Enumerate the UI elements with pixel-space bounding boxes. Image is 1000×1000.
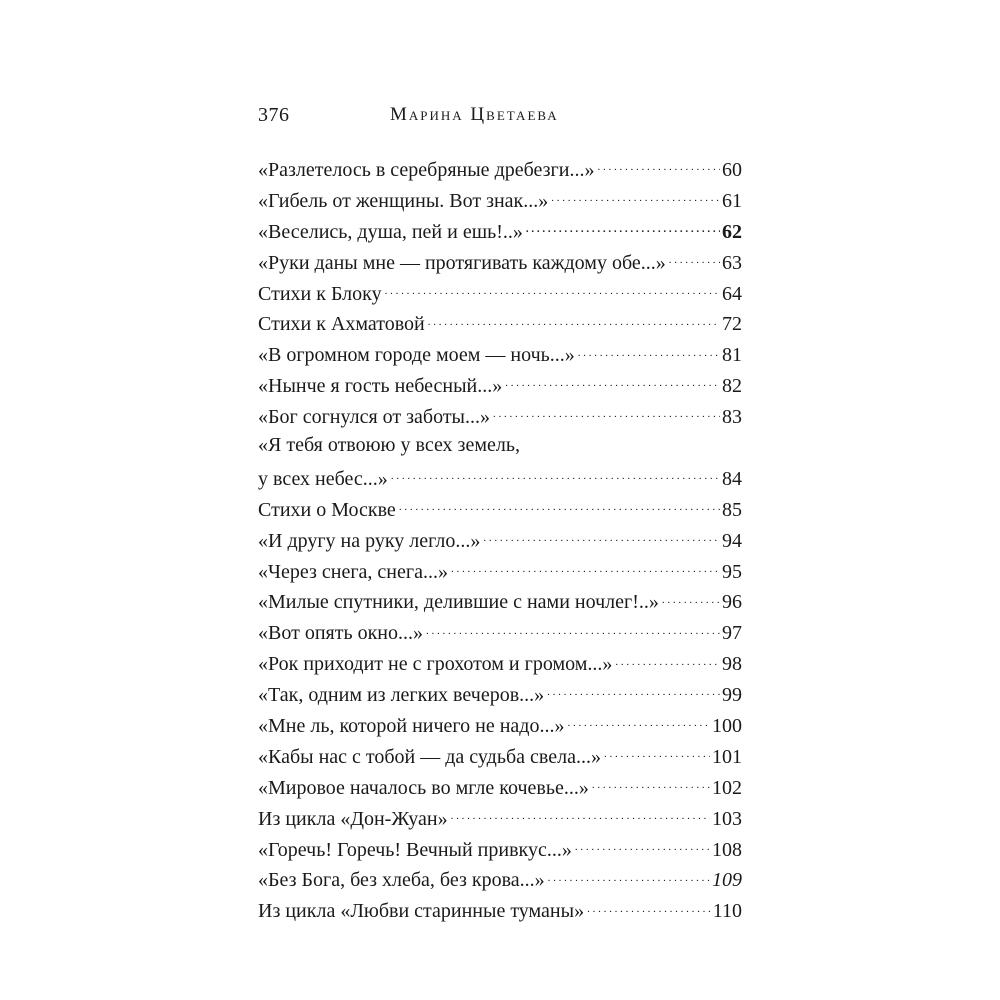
toc-entry-title: Стихи о Москве — [258, 498, 396, 521]
toc-entry-page: 81 — [722, 344, 742, 367]
dot-leader — [597, 152, 720, 176]
toc-entry — [258, 183, 742, 214]
toc-entry-page: 100 — [712, 715, 742, 738]
dot-leader — [662, 584, 720, 608]
toc-entry-title: «Без Бога, без хлеба, без крова...» — [258, 869, 545, 892]
toc-entry-page: 85 — [722, 498, 742, 521]
toc-entry — [258, 430, 742, 492]
toc-entry-page: 72 — [722, 313, 742, 336]
toc-entry-title: «Горечь! Горечь! Вечный привкус...» — [258, 838, 572, 861]
toc-entry-page: 95 — [722, 560, 742, 583]
dot-leader — [592, 770, 710, 794]
dot-leader — [604, 739, 710, 763]
toc-entry — [258, 615, 742, 646]
toc-entry — [258, 152, 742, 183]
dot-leader — [575, 832, 710, 856]
toc-entry — [258, 368, 742, 399]
toc-entry-page: 96 — [722, 591, 742, 614]
toc-entry-page: 94 — [722, 529, 742, 552]
running-head — [258, 104, 742, 134]
toc-entry — [258, 276, 742, 307]
toc-entry — [258, 862, 742, 893]
toc-entry-page: 62 — [722, 220, 742, 243]
dot-leader — [547, 677, 720, 701]
dot-leader — [567, 708, 710, 732]
toc-entry-title: Из цикла «Любви старинные туманы» — [258, 900, 585, 923]
toc-entry-title: «Гибель от женщины. Вот знак...» — [258, 189, 549, 212]
toc-entry-title: «Так, одним из легких вечеров...» — [258, 684, 545, 707]
toc-entry — [258, 523, 742, 554]
toc-entry-title: «Мне ль, которой ничего не надо...» — [258, 715, 565, 738]
toc-entry-page: 83 — [722, 406, 742, 429]
toc-entry-page: 84 — [722, 467, 742, 490]
dot-leader — [451, 801, 710, 825]
toc-entry-page: 109 — [712, 869, 742, 892]
page-number: 376 — [258, 104, 290, 126]
toc-entry-page: 63 — [722, 251, 742, 274]
dot-leader — [399, 492, 720, 516]
toc-entry — [258, 554, 742, 585]
dot-leader — [548, 862, 710, 886]
toc-entry-page: 101 — [712, 745, 742, 768]
dot-leader — [451, 554, 720, 578]
toc-entry — [258, 337, 742, 368]
dot-leader — [426, 615, 720, 639]
dot-leader — [391, 461, 720, 485]
toc-entry-page: 97 — [722, 622, 742, 645]
toc-entry-title: «Рок приходит не с грохотом и громом...» — [258, 653, 613, 676]
dot-leader — [587, 893, 711, 917]
toc-entry-page: 82 — [722, 375, 742, 398]
toc-entry-title-line1: «Я тебя отвоюю у всех земель, — [258, 434, 520, 457]
toc-entry-page: 61 — [722, 189, 742, 212]
table-of-contents — [258, 152, 742, 924]
toc-entry-title: «Нынче я гость небесный...» — [258, 375, 503, 398]
dot-leader — [669, 245, 720, 269]
dot-leader — [483, 523, 720, 547]
toc-entry — [258, 584, 742, 615]
toc-entry-title: «Кабы нас с тобой — да судьба свела...» — [258, 745, 601, 768]
toc-entry-page: 108 — [712, 838, 742, 861]
toc-entry-title: «Веселись, душа, пей и ешь!..» — [258, 220, 523, 243]
toc-entry — [258, 214, 742, 245]
toc-entry — [258, 832, 742, 863]
toc-entry-title: «Через снега, снега...» — [258, 560, 448, 583]
toc-entry-page: 99 — [722, 684, 742, 707]
toc-entry — [258, 739, 742, 770]
dot-leader — [551, 183, 720, 207]
toc-entry — [258, 708, 742, 739]
toc-entry-page: 103 — [712, 807, 742, 830]
toc-entry — [258, 399, 742, 430]
toc-entry-page: 60 — [722, 159, 742, 181]
dot-leader — [493, 399, 720, 423]
toc-entry-page: 110 — [712, 900, 742, 923]
toc-entry-title: «Бог согнулся от заботы...» — [258, 406, 490, 429]
dot-leader — [428, 306, 720, 330]
toc-entry — [258, 646, 742, 677]
toc-entry-title: «Разлетелось в серебряные дребезги...» — [258, 159, 595, 181]
toc-entry — [258, 306, 742, 337]
toc-entry — [258, 245, 742, 276]
toc-entry-page: 98 — [722, 653, 742, 676]
dot-leader — [578, 337, 720, 361]
dot-leader — [615, 646, 720, 670]
toc-entry-title: «Милые спутники, делившие с нами ночлег!..» — [258, 591, 659, 614]
toc-entry-title: «Мировое началось во мгле кочевье...» — [258, 776, 589, 799]
toc-entry — [258, 893, 742, 924]
dot-leader — [505, 368, 720, 392]
toc-entry-title: Стихи к Блоку — [258, 282, 382, 305]
toc-entry-page: 102 — [712, 776, 742, 799]
toc-entry-title: Стихи к Ахматовой — [258, 313, 425, 336]
toc-entry — [258, 677, 742, 708]
toc-entry-title: «В огромном городе моем — ночь...» — [258, 344, 575, 367]
author-name: Марина Цветаева — [390, 104, 559, 125]
dot-leader — [526, 214, 720, 238]
toc-entry-title: Из цикла «Дон-Жуан» — [258, 807, 448, 830]
toc-entry-title: «Вот опять окно...» — [258, 622, 423, 645]
toc-entry-title: у всех небес...» — [258, 467, 388, 490]
dot-leader — [385, 276, 720, 300]
toc-entry — [258, 801, 742, 832]
toc-entry-page: 64 — [722, 282, 742, 305]
toc-entry-title: «И другу на руку легло...» — [258, 529, 481, 552]
toc-entry — [258, 492, 742, 523]
toc-entry — [258, 770, 742, 801]
toc-entry-title: «Руки даны мне — протягивать каждому обе...» — [258, 251, 666, 274]
